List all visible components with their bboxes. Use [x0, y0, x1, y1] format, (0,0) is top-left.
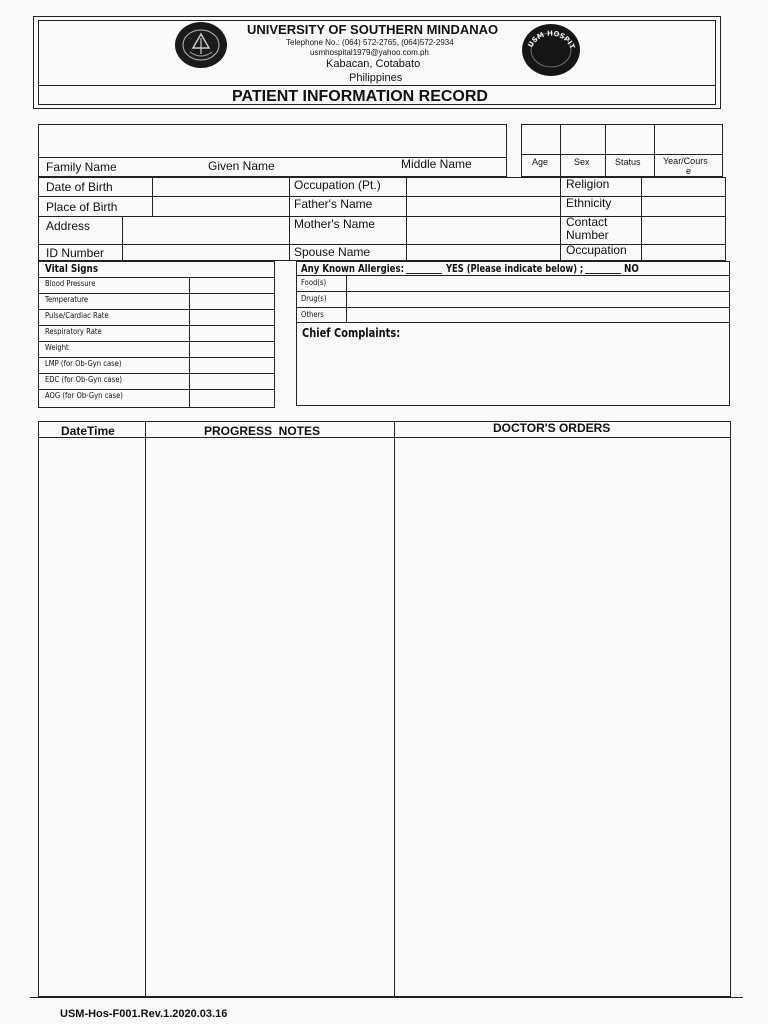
id-number-label: ID Number — [46, 246, 105, 260]
notes-col-datetime — [145, 421, 146, 997]
year-course-label: Year/Cours — [663, 156, 708, 166]
spouse-name-label: Spouse Name — [294, 245, 371, 259]
telephone-line: Telephone No.: (064) 572-2765, (064)572-2934 — [286, 38, 454, 47]
age-label: Age — [532, 157, 549, 167]
row-line-1 — [38, 196, 726, 197]
age-sex-divider — [560, 124, 561, 177]
notes-col-orders — [394, 421, 395, 997]
vital-item-blood-pressure: Blood Pressure — [45, 279, 96, 288]
status-year-divider — [654, 124, 655, 177]
allergy-no-blank — [585, 262, 621, 274]
doctors-orders-header: DOCTOR'S ORDERS — [493, 421, 611, 435]
chief-complaints-heading: Chief Complaints: — [302, 326, 401, 340]
occupation-pt-label: Occupation (Pt.) — [294, 178, 381, 192]
religion-label: Religion — [566, 177, 610, 191]
col-line-left-label-2 — [122, 216, 123, 261]
demographics-box — [521, 124, 723, 177]
col-line-mid-value — [406, 177, 407, 261]
vital-line-3 — [38, 325, 275, 326]
vital-line-1 — [38, 293, 275, 294]
demographics-label-divider — [521, 154, 723, 155]
given-name-label: Given Name — [208, 159, 275, 173]
allergies-heading: Any Known Allergies: — [301, 262, 405, 275]
header-title-divider — [38, 85, 716, 86]
page-title: PATIENT INFORMATION RECORD — [232, 88, 488, 105]
vital-line-4 — [38, 341, 275, 342]
vital-line-2 — [38, 309, 275, 310]
date-of-birth-label: Date of Birth — [46, 180, 113, 194]
footer-line — [30, 997, 743, 998]
vital-item-pulse: Pulse/Cardiac Rate — [45, 311, 109, 320]
mothers-name-label: Mother's Name — [294, 217, 375, 231]
allergies-no-text: NO — [624, 262, 639, 275]
place-of-birth-label: Place of Birth — [46, 200, 118, 214]
vital-line-5 — [38, 357, 275, 358]
vital-item-lmp: LMP (for Ob-Gyn case) — [45, 359, 122, 368]
vital-item-edc: EDC (for Ob-Gyn case) — [45, 375, 123, 384]
university-seal-icon — [175, 22, 227, 68]
university-name: UNIVERSITY OF SOUTHERN MINDANAO — [247, 22, 499, 37]
allergy-drug-label: Drug(s) — [301, 294, 327, 303]
allergy-food-label: Food(s) — [301, 278, 327, 287]
status-label: Status — [615, 157, 641, 167]
number-label: Number — [566, 228, 609, 242]
col-line-right — [560, 177, 561, 261]
col-line-mid — [289, 177, 290, 261]
year-course-label-wrap: e — [686, 166, 692, 176]
sex-label: Sex — [574, 157, 590, 167]
sex-status-divider — [605, 124, 606, 177]
address-label: Address — [46, 219, 91, 233]
occupation-label: Occupation — [566, 243, 627, 257]
seal-text: USM HOSPIT — [526, 29, 576, 50]
email-line: usmhospital1979@yahoo.com.ph — [310, 48, 429, 57]
vital-item-weight: Weight — [45, 343, 69, 352]
col-line-left-label — [152, 177, 153, 217]
allergy-divider — [346, 275, 347, 322]
vital-signs-heading: Vital Signs — [45, 262, 99, 275]
allergies-yes-text: YES (Please indicate below) ; — [446, 262, 584, 275]
allergy-yes-blank — [406, 262, 442, 274]
notes-table — [38, 421, 731, 997]
notes-header-line — [38, 437, 731, 438]
datetime-header: DateTime — [61, 424, 115, 438]
contact-label: Contact — [566, 215, 608, 229]
progress-notes-header: PROGRESS NOTES — [204, 424, 321, 438]
allergy-line-3 — [296, 322, 730, 323]
middle-name-label: Middle Name — [401, 157, 472, 171]
city-line: Kabacan, Cotabato — [326, 58, 421, 70]
vital-item-aog: AOG (for Ob-Gyn case) — [45, 391, 123, 400]
form-code: USM-Hos-F001.Rev.1.2020.03.16 — [60, 1008, 228, 1020]
vital-item-temperature: Temperature — [45, 295, 89, 304]
vital-item-respiratory-rate: Respiratory Rate — [45, 327, 102, 336]
country-line: Philippines — [349, 72, 403, 84]
usm-hospital-seal-icon — [522, 24, 580, 76]
vital-line-7 — [38, 389, 275, 390]
family-name-label: Family Name — [46, 160, 117, 174]
fathers-name-label: Father's Name — [294, 197, 373, 211]
allergy-line-1 — [296, 291, 730, 292]
allergy-line-2 — [296, 307, 730, 308]
col-line-right-value — [641, 177, 642, 261]
vital-line-0 — [38, 277, 275, 278]
row-line-2 — [38, 216, 726, 217]
vital-line-6 — [38, 373, 275, 374]
allergy-others-label: Others — [301, 310, 324, 319]
allergy-line-0 — [296, 275, 730, 276]
ethnicity-label: Ethnicity — [566, 196, 612, 210]
